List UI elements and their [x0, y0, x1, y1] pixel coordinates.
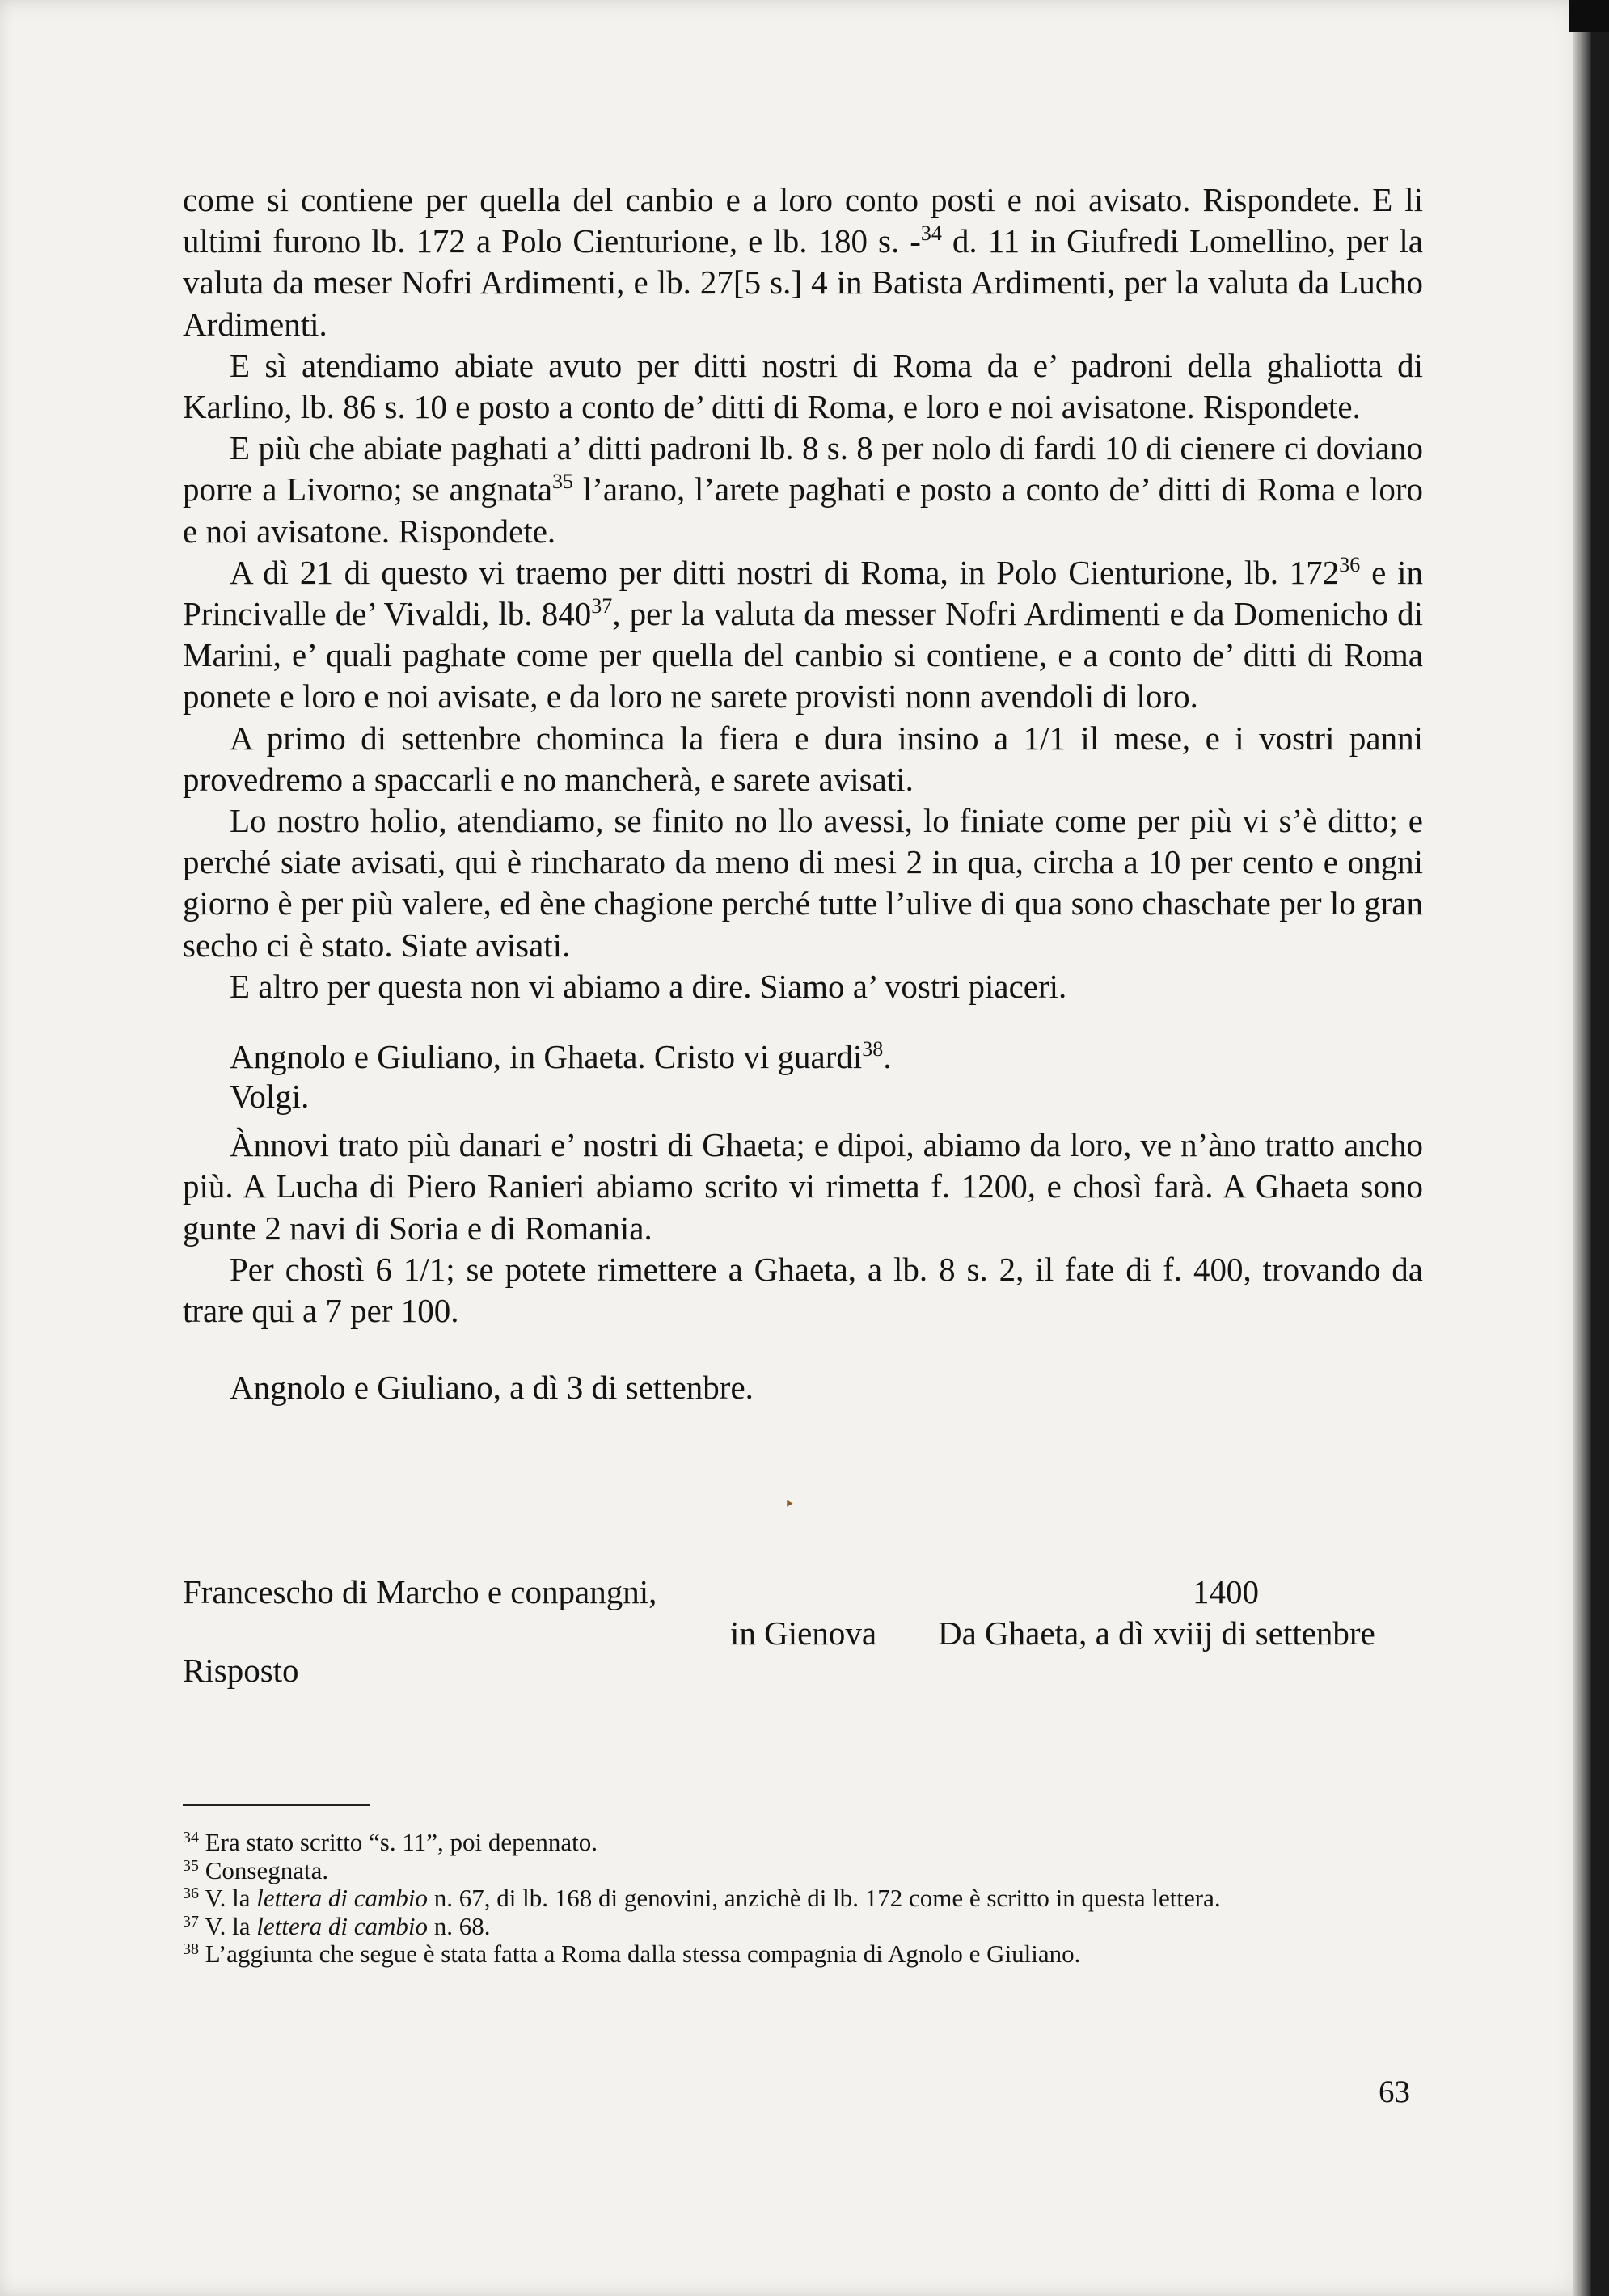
footnote-text: Consegnata. — [205, 1855, 329, 1884]
footnote-number: 38 — [183, 1940, 199, 1958]
footnote-number: 35 — [183, 1856, 199, 1875]
footnote — [183, 1829, 1444, 1857]
ink-mark: ‣ — [784, 1494, 795, 1514]
paragraph: E sì atendiamo abiate avuto per ditti nostri di Roma da e’ padroni della ghaliotta di Karlino, lb. 86 s. 10 e posto a conto de’ ditti di Roma, e loro e noi avisatone. Rispondete. — [183, 346, 1423, 426]
page-number: 63 — [1379, 2074, 1410, 2109]
footnote — [183, 1913, 1444, 1941]
paragraph: Lo nostro holio, atendiamo, se finito no llo avessi, lo finiate come per più vi s’è ditto; e perché siate avisati, qui è rincharato da meno di mesi 2 in qua, circha a 10 per cento e ongni giorno è per più valere, ed ène chagione perché tutte l’ulive di qua sono chaschate per lo gran secho ci è stato. Siate avisati. — [183, 802, 1423, 964]
footnote-text: n. 68. — [428, 1911, 491, 1940]
footnote — [183, 1940, 1444, 1969]
paragraph: A primo di settenbre chominca la fiera e dura insino a 1/1 il mese, e i vostri panni provedremo a spaccarli e no mancherà, e sarete avisati. — [183, 719, 1423, 798]
footnote-text: lettera di cambio — [256, 1884, 429, 1912]
footnote-text: V. la — [205, 1884, 257, 1912]
footnote-ref[interactable]: 38 — [862, 1037, 884, 1061]
footnote-text: L’aggiunta che segue è stata fatta a Roma dalla stessa compagnia di Agnolo e Giuliano. — [205, 1939, 1081, 1968]
paragraph: A dì 21 di questo vi traemo per ditti nostri di Roma, in Polo Cienturione, lb. $172^{36}$ e in Princivalle de’ Vivaldi, lb. $840^{37}$, per la valuta da messer Nofri Ardimenti e da Domenicho di Marini, e’ quali paghate come per quella del canbio si contiene, e a conto de’ ditti di Roma ponete e loro e noi avisate, e da loro ne sarete provisti nonn avendoli di loro. — [183, 552, 1424, 715]
footnote-number: 37 — [183, 1912, 199, 1931]
footnote-ref[interactable]: 37 — [591, 594, 613, 618]
address-reply: Risposto — [183, 1652, 299, 1689]
footnote-number: 36 — [183, 1884, 199, 1902]
footnote-text: V. la — [205, 1911, 257, 1940]
address-recipient: Francescho di Marcho e conpangni, — [183, 1573, 657, 1610]
footnote-ref[interactable]: 34 — [920, 222, 942, 246]
address-place: in Gienova — [730, 1614, 877, 1652]
footnote-text: lettera di cambio — [256, 1911, 429, 1940]
footnote-rule — [183, 1804, 370, 1806]
footnote — [183, 1884, 1444, 1913]
footnote-text: Era stato scritto “s. 11”, poi depennato. — [205, 1828, 598, 1856]
footnote-text: n. 67, di lb. 168 di genovini, anzichè di lb. 172 come è scritto in questa lettera. — [428, 1884, 1221, 1912]
scan-corner — [1569, 0, 1609, 32]
page-edge — [1573, 0, 1591, 2296]
footnotes — [183, 1829, 1444, 1969]
footnote — [183, 1857, 1444, 1885]
paragraph: E altro per questa non vi abiamo a dire. Siamo a’ vostri piaceri. — [230, 967, 1067, 1005]
signature: Angnolo e Giuliano, in Ghaeta. Cristo vi guardi$^{38}$. — [230, 1037, 892, 1076]
paragraph: Per chostì 6 1/1; se potete rimettere a Ghaeta, a lb. 8 s. 2, il fate di f. 400, trovando da trare qui a 7 per 100. — [183, 1250, 1423, 1330]
footnote-ref[interactable]: 35 — [552, 470, 574, 494]
footnote-number: 34 — [183, 1829, 199, 1847]
letter-body — [183, 179, 1423, 1408]
volgi-note: Volgi. — [230, 1078, 310, 1116]
paragraph: Ànnovi trato più danari e’ nostri di Ghaeta; e dipoi, abiamo da loro, ve n’àno tratto ancho più. A Lucha di Piero Ranieri abiamo scrito vi rimetta f. 1200, e chosì farà. A Ghaeta sono gunte 2 navi di Soria e di Romania. — [183, 1126, 1423, 1247]
address-year: 1400 — [1193, 1573, 1259, 1610]
paragraph: E più che abiate paghati a’ ditti padroni lb. 8 s. 8 per nolo di fardi 10 di cienere ci doviano porre a Livorno; se angnata$^{35}$ l’arano, l’arete paghati e posto a conto de’ ditti di Roma e loro e noi avisatone. Rispondete. — [183, 429, 1423, 550]
address-received: Da Ghaeta, a dì xviij di settenbre — [938, 1614, 1375, 1652]
paragraph: come si contiene per quella del canbio e a loro conto posti e noi avisato. Rispondete. E li ultimi furono lb. 172 a Polo Cienturione, e lb. 180 s. -$^{34}$ d. 11 in Giufredi Lomellino, per la valuta da meser Nofri Ardimenti, e lb. 27[5 s.] 4 in Batista Ardimenti, per la valuta da Lucho Ardimenti. — [183, 181, 1424, 343]
footnote-ref[interactable]: 36 — [1339, 552, 1361, 576]
signature: Angnolo e Giuliano, a dì 3 di settenbre. — [230, 1369, 754, 1407]
